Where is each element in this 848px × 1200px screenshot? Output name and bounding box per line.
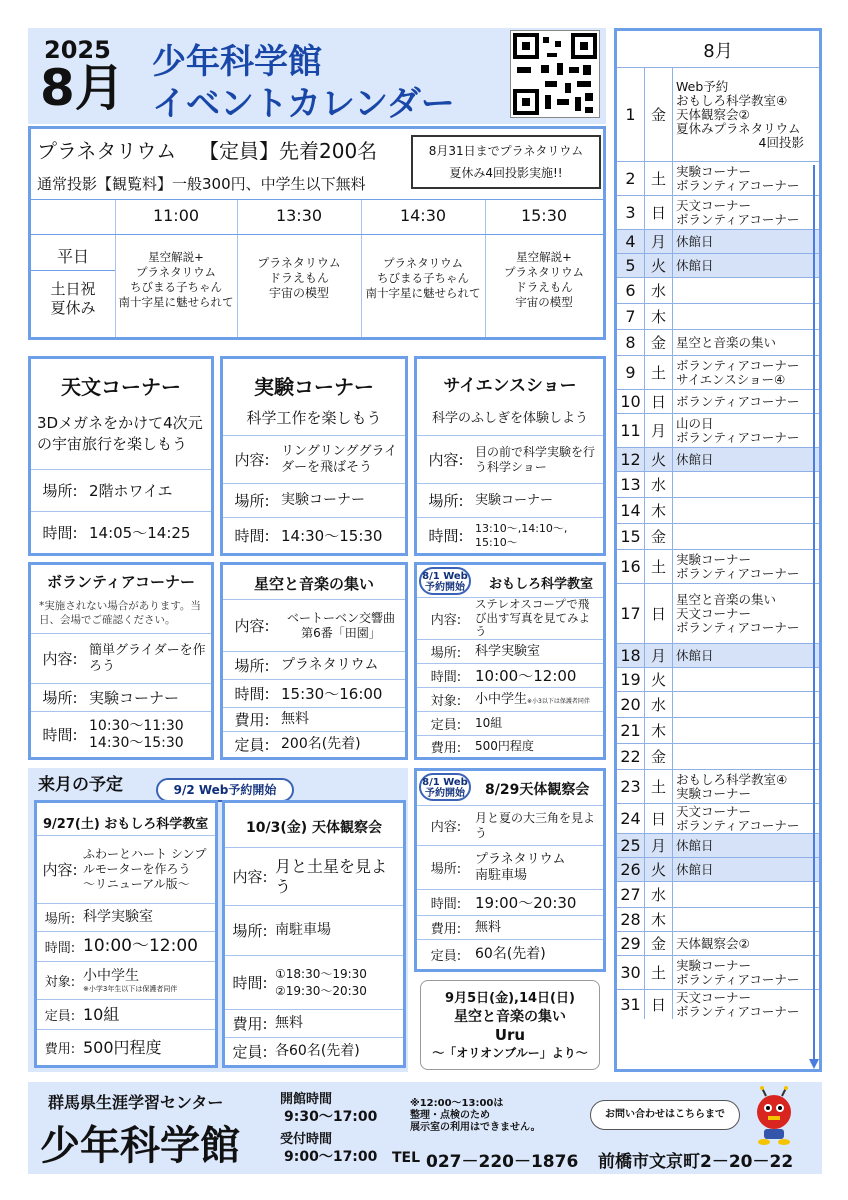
omoshiro-target: 小中学生: [475, 691, 528, 707]
hoshizora-time: 15:30～16:00: [281, 684, 383, 703]
tenmon-place: 2階ホワイエ: [89, 481, 173, 500]
program-4: 星空解説+ プラネタリウム ドラえもん 宇宙の模型: [503, 250, 585, 309]
tenmon-panel: [28, 356, 214, 556]
calendar-weekday: 土: [645, 956, 673, 989]
kansoku-cap-label: 定員:: [430, 949, 462, 964]
volunteer-place: 実験コーナー: [89, 688, 180, 707]
footer-open-label: 開館時間: [280, 1092, 333, 1107]
planetarium-table: [31, 199, 603, 337]
calendar-day-number: 13: [617, 472, 645, 497]
next-left-title: 9/27(土) おもしろ科学教室: [43, 817, 209, 832]
next-left-time: 10:00～12:00: [83, 936, 198, 957]
next-right-content-label: 内容:: [232, 868, 268, 886]
calendar-arrow: [813, 165, 815, 1061]
calendar-day-number: 14: [617, 498, 645, 523]
kansoku-panel: [414, 768, 606, 972]
jikken-time-label: 時間:: [234, 527, 270, 545]
calendar-events: 天文コーナー ボランティアコーナー: [676, 803, 800, 833]
calendar-events: Web予約 おもしろ科学教室④ 天体観察会② 夏休みプラネタリウム: [676, 78, 801, 136]
hoshizora-content: ベートーベン交響曲 第6番「田園」: [286, 611, 395, 640]
footer-tel-label: TEL: [392, 1150, 421, 1166]
hoshizora-content-label: 内容:: [234, 617, 270, 635]
calendar-events: 星空と音楽の集い: [676, 334, 777, 350]
calendar-weekday: 木: [645, 908, 673, 931]
omoshiro-time-label: 時間:: [430, 670, 462, 685]
calendar-day-number: 30: [617, 956, 645, 989]
calendar-day-number: 2: [617, 162, 645, 195]
footer-recv-time: 9:00～17:00: [284, 1149, 378, 1165]
footer-note: ※12:00～13:00は 整理・点検のため 展示室の利用はできません。: [410, 1098, 541, 1133]
uru-artist: Uru: [494, 1026, 526, 1044]
kansoku-cap: 60名(先着): [475, 946, 546, 963]
next-left-time-label: 時間:: [44, 941, 76, 956]
uru-date: 9月5日(金),14日(日): [445, 991, 575, 1006]
calendar-weekday: 火: [645, 858, 673, 881]
calendar-day-26: [617, 857, 819, 881]
calendar-weekday: 土: [645, 356, 673, 389]
jikken-place-label: 場所:: [234, 492, 270, 510]
calendar-day-number: 26: [617, 858, 645, 881]
calendar-events: 休館日: [676, 257, 714, 273]
time-slot-3: 14:30: [399, 206, 447, 225]
calendar-day-13: [617, 471, 819, 497]
next-right-place: 南駐車場: [275, 922, 331, 939]
calendar-arrow-head-icon: [809, 1059, 819, 1069]
program-1: 星空解説+ プラネタリウム ちびまる子ちゃん 南十字星に魅せられて: [118, 250, 234, 309]
calendar-day-number: 9: [617, 356, 645, 389]
omoshiro-target-note: ※小3以下は保護者同伴: [527, 697, 590, 705]
calendar-rows: [617, 67, 819, 1069]
calendar-weekday: 日: [645, 990, 673, 1019]
science-content: 目の前で科学実験を行う科学ショー: [475, 445, 596, 474]
calendar-weekday: 金: [645, 68, 673, 161]
calendar-day-4: [617, 229, 819, 253]
calendar-day-number: 29: [617, 932, 645, 955]
calendar-day-number: 11: [617, 414, 645, 447]
science-place: 実験コーナー: [475, 492, 554, 508]
calendar-weekday: 日: [645, 804, 673, 833]
calendar-day-27: [617, 881, 819, 907]
calendar-day-number: 28: [617, 908, 645, 931]
calendar-day-6: [617, 277, 819, 303]
calendar-day-number: 12: [617, 448, 645, 471]
calendar-title: 8月: [703, 41, 733, 62]
footer-address: 前橋市文京町2－20－22: [598, 1152, 794, 1172]
kansoku-content: 月と夏の大三角を見よう: [475, 811, 596, 840]
calendar-day-number: 16: [617, 550, 645, 583]
calendar-weekday: 土: [645, 550, 673, 583]
jikken-content: リングリンググライダーを飛ばそう: [281, 443, 398, 475]
science-content-label: 内容:: [428, 451, 464, 469]
calendar-weekday: 金: [645, 744, 673, 769]
hoshizora-panel: [220, 562, 408, 760]
calendar-weekday: 月: [645, 230, 673, 253]
calendar-day-21: [617, 717, 819, 743]
hoshizora-time-label: 時間:: [234, 685, 270, 703]
time-slot-1: 11:00: [152, 206, 200, 225]
header-month: 8月: [40, 59, 125, 117]
omoshiro-fee-label: 費用:: [430, 741, 462, 756]
volunteer-note: *実施されない場合があります。当日、会場でご確認ください。: [39, 600, 201, 626]
calendar-weekday: 水: [645, 692, 673, 717]
next-left-fee-label: 費用:: [44, 1042, 76, 1057]
next-right-time: ①18:30～19:30 ②19:30～20:30: [275, 966, 367, 998]
omoshiro-fee: 500円程度: [475, 739, 534, 754]
next-left-place-label: 場所:: [44, 912, 76, 927]
calendar-weekday: 火: [645, 668, 673, 691]
footer-contact: お問い合わせはこちらまで: [590, 1100, 740, 1130]
calendar-day-number: 25: [617, 834, 645, 857]
calendar-day-17: [617, 583, 819, 643]
tenmon-time-label: 時間:: [42, 524, 78, 542]
calendar-day-31: [617, 989, 819, 1019]
calendar-events: おもしろ科学教室④ 実験コーナー: [676, 771, 788, 801]
calendar-day-18: [617, 643, 819, 667]
science-place-label: 場所:: [428, 492, 464, 510]
hoshizora-fee-label: 費用:: [234, 711, 270, 729]
calendar-weekday: 木: [645, 498, 673, 523]
next-month-heading: 来月の予定: [38, 775, 123, 795]
next-left-panel: [34, 800, 218, 1068]
volunteer-time-label: 時間:: [42, 726, 78, 744]
science-desc: 科学のふしぎを体験しよう: [431, 411, 588, 426]
tenmon-place-label: 場所:: [42, 482, 78, 500]
calendar-day-3: [617, 195, 819, 229]
tenmon-time: 14:05～14:25: [89, 523, 191, 542]
calendar-day-9: [617, 355, 819, 389]
calendar-day-number: 6: [617, 278, 645, 303]
kansoku-time-label: 時間:: [430, 897, 462, 912]
omoshiro-content: ステレオスコープで飛び出す写真を見てみよう: [475, 596, 590, 639]
calendar-day-number: 19: [617, 668, 645, 691]
next-left-target: 小中学生: [83, 967, 139, 984]
science-time-label: 時間:: [428, 527, 464, 545]
calendar-weekday: 水: [645, 278, 673, 303]
omoshiro-cap: 10組: [475, 716, 503, 731]
next-left-target-note: ※小学3年生以下は保護者同伴: [83, 984, 178, 993]
tenmon-desc: 3Dメガネをかけて4次元の宇宙旅行を楽しもう: [37, 414, 203, 453]
footer-name: 少年科学館: [40, 1123, 240, 1169]
omoshiro-target-label: 対象:: [430, 694, 462, 709]
volunteer-place-label: 場所:: [42, 689, 78, 707]
calendar-events: 実験コーナー ボランティアコーナー: [676, 957, 800, 987]
calendar-day-number: 5: [617, 254, 645, 277]
calendar-weekday: 月: [645, 644, 673, 667]
calendar-day-29: [617, 931, 819, 955]
calendar-weekday: 土: [645, 162, 673, 195]
calendar-events: 実験コーナー ボランティアコーナー: [676, 551, 800, 581]
calendar-events: ボランティアコーナー サイエンスショー④: [676, 357, 800, 387]
calendar-weekday: 水: [645, 472, 673, 497]
hoshizora-title: 星空と音楽の集い: [253, 575, 374, 593]
qr-code: [510, 30, 600, 118]
kansoku-content-label: 内容:: [430, 820, 462, 835]
calendar-day-number: 27: [617, 882, 645, 907]
calendar-panel: [614, 28, 822, 1072]
calendar-weekday: 日: [645, 390, 673, 413]
calendar-day-number: 31: [617, 990, 645, 1019]
planetarium-notice-line1: 8月31日までプラネタリウム: [428, 144, 584, 158]
footer-open-time: 9:30～17:00: [284, 1109, 378, 1125]
science-time: 13:10～,14:10～, 15:10～: [475, 522, 568, 549]
next-right-cap: 各60名(先着): [275, 1043, 360, 1060]
calendar-day-23: [617, 769, 819, 803]
calendar-day-number: 8: [617, 330, 645, 355]
header-year: 2025: [44, 36, 111, 64]
calendar-events: 天文コーナー ボランティアコーナー: [676, 989, 800, 1019]
footer-recv-label: 受付時間: [280, 1132, 333, 1147]
footer-tel: 027－220－1876: [426, 1152, 579, 1172]
calendar-events: 星空と音楽の集い 天文コーナー ボランティアコーナー: [676, 591, 800, 635]
jikken-time: 14:30～15:30: [281, 526, 383, 545]
next-left-place: 科学実験室: [83, 909, 153, 926]
calendar-day-28: [617, 907, 819, 931]
calendar-day-number: 20: [617, 692, 645, 717]
next-left-content: ふわーとハート シンプルモーターを作ろう ～リニューアル版～: [83, 847, 207, 891]
uru-subtitle: ～「オリオンブルー」より～: [432, 1046, 588, 1060]
calendar-events: 休館日: [676, 837, 714, 853]
omoshiro-time: 10:00～12:00: [475, 666, 577, 685]
program-3: プラネタリウム ちびまる子ちゃん 南十字星に魅せられて: [365, 256, 481, 300]
row-label-weekday: 平日: [56, 247, 89, 266]
planetarium-notice: [411, 135, 601, 189]
calendar-events: 休館日: [676, 861, 714, 877]
calendar-day-16: [617, 549, 819, 583]
calendar-events: 天体観察会②: [676, 935, 750, 951]
calendar-weekday: 金: [645, 524, 673, 549]
calendar-day-number: 18: [617, 644, 645, 667]
hoshizora-cap-label: 定員:: [234, 736, 270, 754]
calendar-day-7: [617, 303, 819, 329]
next-left-fee: 500円程度: [83, 1037, 162, 1057]
calendar-day-number: 15: [617, 524, 645, 549]
calendar-day-12: [617, 447, 819, 471]
next-right-panel: [222, 800, 406, 1068]
omoshiro-web-badge: 8/1 Web 予約開始: [419, 567, 471, 595]
calendar-day-10: [617, 389, 819, 413]
mascot-icon: [750, 1086, 798, 1146]
calendar-weekday: 木: [645, 718, 673, 743]
omoshiro-content-label: 内容:: [430, 613, 462, 628]
time-slot-2: 13:30: [275, 206, 323, 225]
calendar-events: 休館日: [676, 647, 714, 663]
calendar-day-number: 24: [617, 804, 645, 833]
volunteer-content-label: 内容:: [42, 650, 78, 668]
omoshiro-place-label: 場所:: [430, 646, 462, 661]
kansoku-place-label: 場所:: [430, 862, 462, 877]
calendar-day-5: [617, 253, 819, 277]
next-left-content-label: 内容:: [42, 861, 78, 879]
calendar-events-note: 4回投影: [758, 134, 804, 150]
kansoku-fee-label: 費用:: [430, 922, 462, 937]
next-right-content: 月と土星を見よう: [275, 857, 388, 896]
planetarium-fee: 通常投影【観覧料】一般300円、中学生以下無料: [37, 175, 366, 193]
next-right-fee: 無料: [275, 1015, 303, 1032]
calendar-day-number: 1: [617, 68, 645, 161]
calendar-day-number: 3: [617, 196, 645, 229]
science-title: サイエンスショー: [443, 376, 577, 396]
calendar-weekday: 水: [645, 882, 673, 907]
calendar-weekday: 土: [645, 770, 673, 803]
header-title-1: 少年科学館: [152, 42, 322, 82]
hoshizora-place-label: 場所:: [234, 657, 270, 675]
next-right-time-label: 時間:: [232, 974, 268, 992]
calendar-weekday: 木: [645, 304, 673, 329]
tenmon-title: 天文コーナー: [61, 375, 181, 399]
kansoku-title: 8/29天体観察会: [485, 782, 590, 798]
planetarium-title: プラネタリウム: [37, 139, 177, 163]
calendar-day-number: 17: [617, 584, 645, 643]
calendar-weekday: 日: [645, 584, 673, 643]
next-left-cap: 10組: [83, 1004, 120, 1024]
calendar-day-number: 22: [617, 744, 645, 769]
calendar-day-15: [617, 523, 819, 549]
uru-event: 星空と音楽の集い: [454, 1009, 566, 1025]
calendar-weekday: 月: [645, 834, 673, 857]
omoshiro-panel: [414, 562, 606, 760]
calendar-day-25: [617, 833, 819, 857]
next-right-cap-label: 定員:: [232, 1043, 268, 1061]
hoshizora-fee: 無料: [281, 711, 309, 728]
calendar-day-number: 21: [617, 718, 645, 743]
uru-panel: [420, 980, 600, 1070]
time-slot-4: 15:30: [520, 206, 568, 225]
calendar-day-1: [617, 67, 819, 161]
kansoku-place: プラネタリウム 南駐車場: [475, 851, 566, 883]
calendar-day-2: [617, 161, 819, 195]
calendar-events: ボランティアコーナー: [676, 393, 800, 409]
kansoku-fee: 無料: [475, 919, 502, 935]
row-label-weekend: 土日祝 夏休み: [50, 280, 96, 317]
omoshiro-title: おもしろ科学教室: [489, 577, 594, 592]
calendar-weekday: 月: [645, 414, 673, 447]
next-right-place-label: 場所:: [232, 922, 268, 940]
volunteer-panel: [28, 562, 214, 760]
calendar-day-8: [617, 329, 819, 355]
next-left-cap-label: 定員:: [44, 1009, 76, 1024]
calendar-events: 実験コーナー ボランティアコーナー: [676, 163, 800, 193]
hoshizora-place: プラネタリウム: [281, 657, 379, 674]
planetarium-capacity: 【定員】先着200名: [199, 139, 378, 163]
next-left-target-label: 対象:: [44, 975, 76, 990]
calendar-day-14: [617, 497, 819, 523]
calendar-weekday: 火: [645, 254, 673, 277]
calendar-weekday: 火: [645, 448, 673, 471]
calendar-events: 山の日 ボランティアコーナー: [676, 415, 800, 445]
calendar-day-30: [617, 955, 819, 989]
calendar-events: 休館日: [676, 451, 714, 467]
calendar-day-11: [617, 413, 819, 447]
jikken-panel: [220, 356, 408, 556]
next-month-web-badge: 9/2 Web予約開始: [156, 778, 294, 802]
hoshizora-cap: 200名(先着): [281, 736, 361, 753]
next-right-fee-label: 費用:: [232, 1015, 268, 1033]
calendar-weekday: 金: [645, 932, 673, 955]
calendar-day-20: [617, 691, 819, 717]
jikken-desc: 科学工作を楽しもう: [246, 409, 382, 427]
program-2: プラネタリウム ドラえもん 宇宙の模型: [257, 256, 341, 300]
calendar-events: 休館日: [676, 233, 714, 249]
volunteer-content: 簡単グライダーを作ろう: [89, 642, 206, 674]
jikken-title: 実験コーナー: [254, 375, 374, 399]
volunteer-time: 10:30～11:30 14:30～15:30: [89, 717, 184, 751]
footer-org: 群馬県生涯学習センター: [48, 1093, 224, 1112]
next-right-title: 10/3(金) 天体観察会: [245, 820, 382, 836]
calendar-day-number: 7: [617, 304, 645, 329]
header-title-2: イベントカレンダー: [152, 84, 455, 124]
kansoku-time: 19:00～20:30: [475, 893, 577, 912]
kansoku-web-badge: 8/1 Web 予約開始: [419, 773, 471, 801]
planetarium-notice-line2: 夏休み4回投影実施!!: [449, 166, 563, 180]
jikken-place: 実験コーナー: [281, 492, 365, 509]
calendar-day-22: [617, 743, 819, 769]
calendar-weekday: 金: [645, 330, 673, 355]
omoshiro-place: 科学実験室: [475, 643, 541, 659]
calendar-events: 天文コーナー ボランティアコーナー: [676, 197, 800, 227]
volunteer-title: ボランティアコーナー: [46, 573, 196, 591]
calendar-day-19: [617, 667, 819, 691]
science-panel: [414, 356, 606, 556]
calendar-weekday: 日: [645, 196, 673, 229]
omoshiro-cap-label: 定員:: [430, 718, 462, 733]
calendar-day-number: 10: [617, 390, 645, 413]
calendar-day-24: [617, 803, 819, 833]
planetarium-panel: [28, 126, 606, 340]
calendar-day-number: 4: [617, 230, 645, 253]
calendar-day-number: 23: [617, 770, 645, 803]
jikken-content-label: 内容:: [234, 451, 270, 469]
